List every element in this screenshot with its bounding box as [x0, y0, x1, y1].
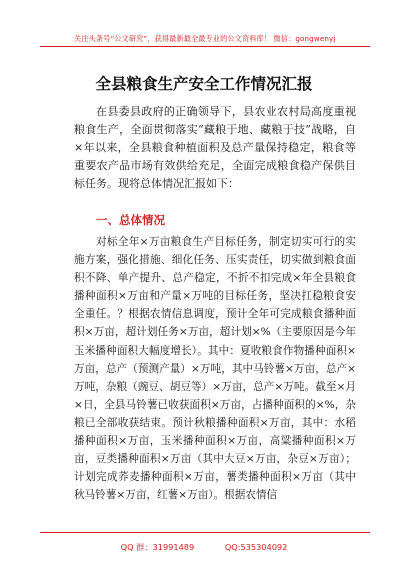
section-heading: 一、总体情况 [96, 213, 165, 227]
section-body-block [74, 233, 356, 504]
intro-block [74, 103, 356, 193]
header-promo-text: 关注头条号“公文研究”，获得最新最全最专业的公文资料库！ 微信：gongwenyj [74, 34, 336, 43]
footer-divider [40, 532, 370, 533]
footer-qq-group: QQ 群：31991489 [120, 542, 195, 552]
document-title: 全县粮食生产安全工作情况汇报 [95, 75, 313, 93]
footer-qq: QQ:535304092 [224, 542, 288, 552]
section-paragraph: 对标全年×万亩粮食生产目标任务，制定切实可行的实施方案，强化措施、细化任务、压实责任，切实做到粮食面积不降、单产提升、总产稳定，不折不扣完成×年全县粮食播种面积×万亩和产量×万吨的目标任务，坚决扛稳粮食安全重任。？根据农情信息调度，预计全年可完成粮食播种面积×万亩，超计划任务×万亩，超计划×%（主要原因是今年玉米播种面积大幅度增长）。其中：夏收粮食作物播种面积×万亩，总产（预测产量）×万吨，其中马铃薯×万亩，总产×万吨，杂粮（豌豆、胡豆等）×万亩，总产×万吨。截至×月×日，全县马铃薯已收获面积×万亩，占播种面积的×%，杂粮已全部收获结束。预计秋粮播种面积×万亩，其中：水稻播种面积×万亩，玉米播种面积×万亩，高粱播种面积×万亩，豆类播种面积×万亩（其中大豆×万亩，杂豆×万亩）；计划完成荞麦播种面积×万亩，薯类播种面积×万亩（其中秋马铃薯×万亩，红薯×万亩）。根据农情信 [74, 236, 356, 502]
intro-paragraph: 在县委县政府的正确领导下，县农业农村局高度重视粮食生产，全面贯彻落实“藏粮于地、藏粮于技”战略，自×年以来，全县粮食种植面积及总产量保持稳定，粮食等重要农产品市场有效供给充足，全面完成粮食稳产保供目标任务。现将总体情况汇报如下： [74, 105, 356, 190]
header-divider [40, 46, 370, 47]
footer [0, 542, 408, 553]
